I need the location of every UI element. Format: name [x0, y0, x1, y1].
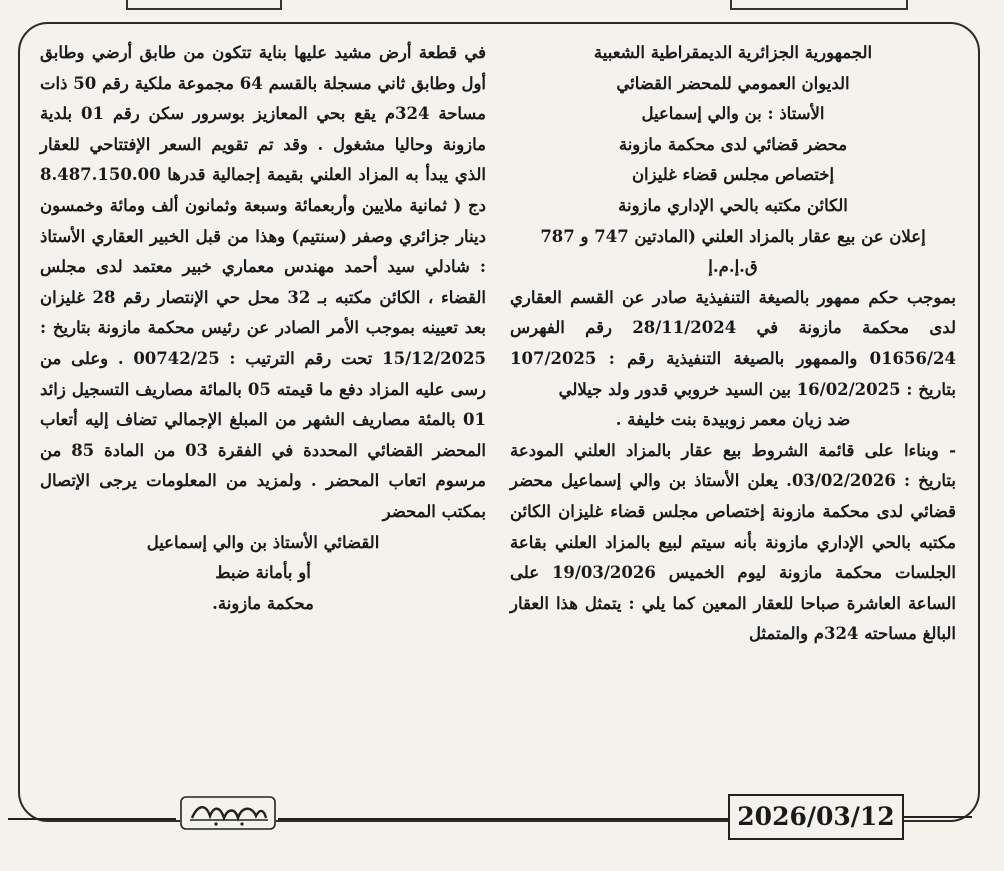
- signature-line-3: محكمة مازونة.: [212, 593, 314, 613]
- property-paragraph: في قطعة أرض مشيد عليها بناية تتكون من طابق أرضي وطابق أول وطابق ثاني مسجلة بالقسم 64 مجموعة ملكية رقم 50 ذات مساحة 324م يقع بحي المعازيز بوسرور سكن رقم 01 بلدية مازونة وحاليا مشغول . وقد تم تقويم السعر الإفتتاحي للعقار الذي يبدأ به المزاد العلني بقيمة إجمالية قدرها 8.487.150.00 دج ( ثمانية ملايين وأربعمائة وسبعة وثمانون ألف ومائة وخمسون دينار جزائري وصفر (سنتيم) وهذا من قبل الخبير العقاري الأستاذ : شادلي سيد أحمد مهندس معماري خبير معتمد لدى مجلس القضاء ، الكائن مكتبه بـ 32 محل حي الإنتصار رقم 28 غليزان بعد تعيينه بموجب الأمر الصادر عن رئيس محكمة مازونة بتاريخ : 15/12/2025 تحت رقم الترتيب : 00742/25 . وعلى من رسى عليه المزاد دفع ما قيمته 05 بالمائة مصاريف التسجيل زائد 01 بالمئة مصاريف الشهر من المبلغ الإجمالي تضاف إليه أتعاب المحضر القضائي المحددة في الفقرة 03 من المادة 85 من مرسوم اتعاب المحضر . ولمزيد من المعلومات يرجى الإتصال بمكتب المحضر: [40, 43, 487, 521]
- header-line-8: ق.إ.م.إ: [708, 257, 758, 277]
- right-column: [510, 38, 956, 650]
- header-line-3: الأستاذ : بن والي إسماعيل: [641, 104, 825, 124]
- signature-line-2: أو بأمانة ضبط: [215, 563, 311, 583]
- auction-paragraph: - وبناءا على قائمة الشروط بيع عقار بالمزاد العلني المودعة بتاريخ : 03/02/2026. يعلن الأستاذ بن والي إسماعيل محضر قضائي لدى محكمة مازونة إختصاص مجلس قضاء غليزان الكائن مكتبه بالحي الإداري مازونة بأنه سيتم لبيع بالمزاد العلني بقاعة الجلسات محكمة مازونة ليوم الخميس 19/03/2026 على الساعة العاشرة صباحا للعقار المعين كما يلي : يتمثل هذا العقار البالغ مساحته 324م والمتمثل: [510, 440, 956, 644]
- judgment-paragraph: بموجب حكم ممهور بالصيغة التنفيذية صادر عن القسم العقاري لدى محكمة مازونة في 28/11/2024 رقم الفهرس 01656/24 والممهور بالصيغة التنفيذية رقم : 107/2025 بتاريخ : 16/02/2025 بين السيد خروبي قدور ولد جيلالي: [510, 287, 956, 399]
- top-tab-right: [730, 0, 908, 10]
- against-line: ضد زيان معمر زوبيدة بنت خليفة .: [615, 410, 851, 430]
- newspaper-logo: [180, 796, 276, 830]
- left-column: [40, 38, 486, 619]
- header-line-1: الجمهورية الجزائرية الديمقراطية الشعبية: [593, 43, 873, 62]
- newspaper-logo-icon: [180, 796, 276, 830]
- header-line-6: الكائن مكتبه بالحي الإداري مازونة: [618, 195, 848, 215]
- header-line-4: محضر قضائي لدى محكمة مازونة: [618, 134, 848, 154]
- header-line-7: إعلان عن بيع عقار بالمزاد العلني (المادتين 747 و 787: [540, 226, 926, 246]
- header-line-5: إختصاص مجلس قضاء غليزان: [631, 165, 835, 185]
- footer-rule-left: [8, 818, 176, 820]
- issue-date: 2026/03/12: [728, 794, 904, 840]
- top-tab-left: [126, 0, 282, 10]
- header-line-2: الديوان العمومي للمحضر القضائي: [616, 73, 850, 93]
- footer-rule-middle: [278, 818, 728, 820]
- signature-line-1: القضائي الأستاذ بن والي إسماعيل: [146, 532, 380, 552]
